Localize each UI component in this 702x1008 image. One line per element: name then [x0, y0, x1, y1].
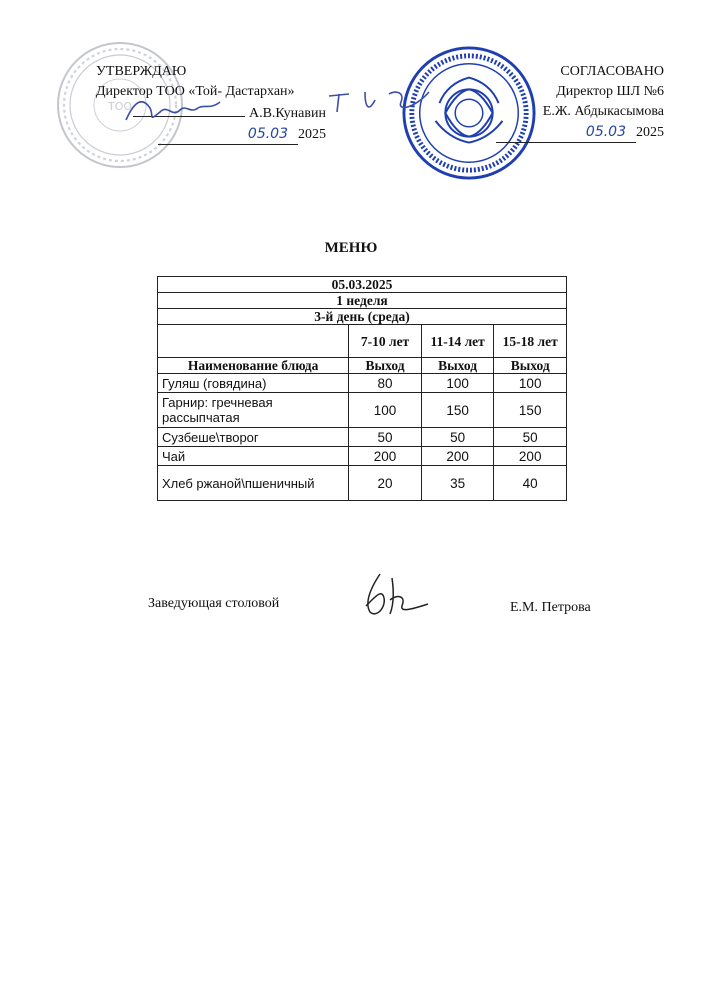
- menu-day: 3-й день (среда): [158, 309, 567, 325]
- footer-name: Е.М. Петрова: [510, 600, 591, 615]
- table-row: [158, 428, 567, 447]
- table-row: [158, 325, 567, 358]
- portion-value: 150: [494, 393, 567, 428]
- age-group-header: 11-14 лет: [421, 325, 494, 358]
- approve-name: А.В.Кунавин: [248, 106, 326, 121]
- portion-value: 80: [349, 374, 422, 393]
- approve-position: Директор ТОО «Той- Дастархан»: [96, 84, 295, 99]
- dish-name: Хлеб ржаной\пшеничный: [158, 466, 349, 501]
- portion-value: 200: [421, 447, 494, 466]
- portion-value: 100: [494, 374, 567, 393]
- age-group-header: 7-10 лет: [349, 325, 422, 358]
- agree-year: 2025: [636, 125, 664, 140]
- portion-value: 200: [349, 447, 422, 466]
- output-column-header: Выход: [349, 358, 422, 374]
- agree-date-handwritten: 05.03: [496, 122, 636, 143]
- portion-value: 50: [349, 428, 422, 447]
- svg-text:ТОО: ТОО: [107, 100, 133, 113]
- menu-table: [157, 276, 567, 501]
- dish-name: Гуляш (говядина): [158, 374, 349, 393]
- portion-value: 150: [421, 393, 494, 428]
- portion-value: 35: [421, 466, 494, 501]
- table-row: [158, 358, 567, 374]
- agree-position: Директор ШЛ №6: [556, 84, 664, 99]
- portion-value: 100: [349, 393, 422, 428]
- dish-name: Сузбеше\творог: [158, 428, 349, 447]
- footer-role: Заведующая столовой: [148, 596, 280, 611]
- portion-value: 50: [494, 428, 567, 447]
- table-row: [158, 393, 567, 428]
- dish-name: Чай: [158, 447, 349, 466]
- menu-date: 05.03.2025: [158, 277, 567, 293]
- approve-handwritten-signature: [120, 90, 230, 130]
- portion-value: 40: [494, 466, 567, 501]
- canteen-head-signature: [350, 568, 440, 620]
- approve-heading: УТВЕРЖДАЮ: [96, 64, 187, 79]
- dish-name: Гарнир: гречневая рассыпчатая: [158, 393, 349, 428]
- agree-heading: СОГЛАСОВАНО: [560, 64, 664, 79]
- agree-name: Е.Ж. Абдыкасымова: [542, 104, 664, 119]
- approve-year: 2025: [298, 127, 326, 142]
- agreement-block: [424, 62, 664, 143]
- approve-date-handwritten: 05.03: [158, 124, 298, 145]
- table-row: [158, 277, 567, 293]
- portion-value: 20: [349, 466, 422, 501]
- output-column-header: Выход: [421, 358, 494, 374]
- table-row: [158, 309, 567, 325]
- table-row: [158, 447, 567, 466]
- table-row: [158, 374, 567, 393]
- age-group-header: 15-18 лет: [494, 325, 567, 358]
- table-row: [158, 466, 567, 501]
- document-title: МЕНЮ: [324, 240, 378, 256]
- agree-handwritten-signature: [325, 86, 435, 116]
- empty-header-cell: [158, 325, 349, 358]
- portion-value: 50: [421, 428, 494, 447]
- portion-value: 200: [494, 447, 567, 466]
- portion-value: 100: [421, 374, 494, 393]
- table-row: [158, 293, 567, 309]
- dish-column-header: Наименование блюда: [158, 358, 349, 374]
- menu-week: 1 неделя: [158, 293, 567, 309]
- output-column-header: Выход: [494, 358, 567, 374]
- agree-date-row: [424, 122, 664, 143]
